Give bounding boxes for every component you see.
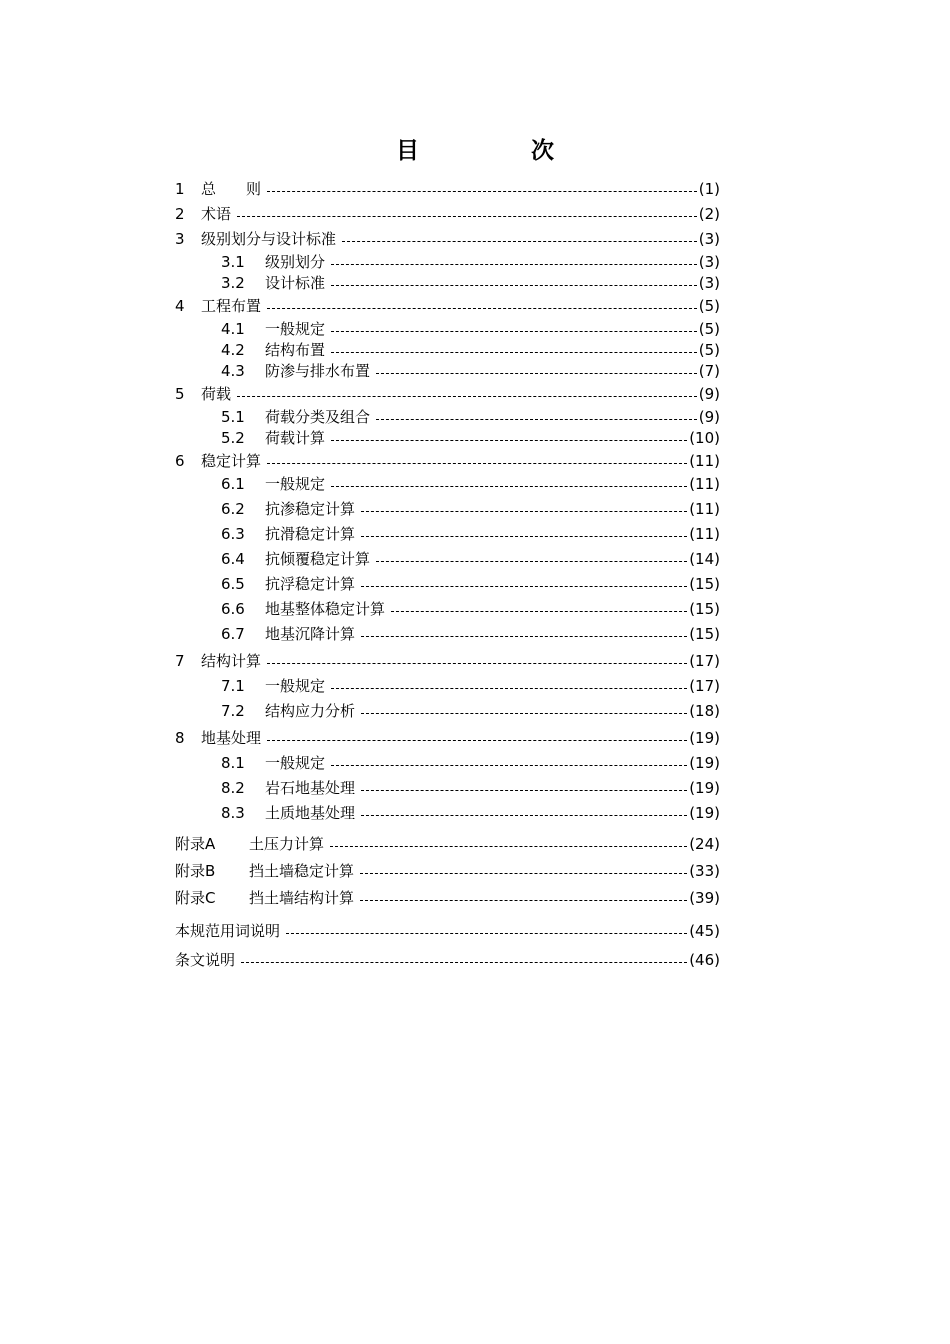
toc-entry-number: 附录B — [175, 862, 216, 880]
toc-leader-dots — [342, 233, 697, 247]
toc-entry-label: 一般规定 — [265, 754, 326, 772]
toc-entry-number: 3.1 — [221, 253, 245, 271]
toc-entry-label: 结构应力分析 — [265, 702, 356, 720]
toc-entry-number: 6.7 — [221, 625, 245, 643]
toc-entry-page: (24) — [689, 835, 720, 853]
toc-entry-number: 4.3 — [221, 362, 245, 380]
toc-entry-page: (11) — [689, 452, 720, 470]
toc-leader-dots — [267, 655, 687, 669]
toc-entry-page: (15) — [689, 625, 720, 643]
toc-entry-label: 结构计算 — [201, 652, 262, 670]
toc-leader-dots — [267, 455, 687, 469]
toc-entry-label: 抗倾覆稳定计算 — [265, 550, 371, 568]
toc-entry[interactable] — [175, 891, 720, 906]
toc-leader-dots — [360, 865, 687, 879]
toc-entry[interactable] — [175, 577, 720, 592]
toc-leader-dots — [237, 388, 697, 402]
toc-entry-number: 6.2 — [221, 500, 245, 518]
toc-leader-dots — [360, 892, 687, 906]
toc-entry-page: (19) — [689, 754, 720, 772]
toc-entry-label: 土质地基处理 — [265, 804, 356, 822]
page-title: 目 次 — [396, 137, 576, 164]
toc-entry-label: 结构布置 — [265, 341, 326, 359]
toc-entry-number: 8.1 — [221, 754, 245, 772]
toc-entry-page: (15) — [689, 600, 720, 618]
toc-entry-page: (9) — [698, 408, 720, 426]
toc-entry[interactable] — [175, 232, 720, 247]
toc-entry-number: 4 — [175, 297, 185, 315]
toc-entry[interactable] — [175, 864, 720, 879]
toc-entry-number: 7.1 — [221, 677, 245, 695]
toc-entry-number: 1 — [175, 180, 185, 198]
toc-entry-label: 级别划分 — [265, 253, 326, 271]
toc-entry[interactable] — [175, 731, 720, 746]
toc-entry-page: (39) — [689, 889, 720, 907]
toc-entry-label: 稳定计算 — [201, 452, 262, 470]
toc-entry-label: 荷载 — [201, 385, 232, 403]
toc-entry-label: 挡土墙稳定计算 — [249, 862, 355, 880]
toc-entry-page: (3) — [698, 230, 720, 248]
toc-entry-number: 6.6 — [221, 600, 245, 618]
toc-entry[interactable] — [175, 627, 720, 642]
toc-entry-label: 挡土墙结构计算 — [249, 889, 355, 907]
toc-entry-page: (2) — [698, 205, 720, 223]
toc-leader-dots — [267, 300, 697, 314]
toc-entry-number: 6.1 — [221, 475, 245, 493]
toc-entry[interactable] — [175, 343, 720, 358]
toc-entry-label: 抗渗稳定计算 — [265, 500, 356, 518]
toc-entry-label: 一般规定 — [265, 677, 326, 695]
toc-leader-dots — [361, 705, 687, 719]
toc-entry-label: 本规范用词说明 — [175, 922, 281, 940]
toc-leader-dots — [330, 838, 687, 852]
toc-leader-dots — [331, 478, 687, 492]
toc-entry-number: 附录A — [175, 835, 216, 853]
toc-entry[interactable] — [175, 207, 720, 222]
toc-leader-dots — [286, 925, 687, 939]
toc-entry-page: (17) — [689, 677, 720, 695]
toc-entry[interactable] — [175, 602, 720, 617]
toc-leader-dots — [267, 732, 687, 746]
toc-entry-page: (17) — [689, 652, 720, 670]
toc-entry[interactable] — [175, 477, 720, 492]
toc-entry-page: (18) — [689, 702, 720, 720]
toc-leader-dots — [267, 183, 697, 197]
toc-entry-label: 级别划分与设计标准 — [201, 230, 337, 248]
toc-entry-page: (33) — [689, 862, 720, 880]
toc-entry[interactable] — [175, 454, 720, 469]
toc-entry-number: 8.2 — [221, 779, 245, 797]
toc-entry-page: (3) — [698, 253, 720, 271]
toc-entry-label: 荷载计算 — [265, 429, 326, 447]
toc-entry-label: 地基处理 — [201, 729, 262, 747]
toc-entry-label: 地基整体稳定计算 — [265, 600, 386, 618]
toc-entry[interactable] — [175, 953, 720, 968]
toc-entry-label: 一般规定 — [265, 320, 326, 338]
toc-entry-number: 7 — [175, 652, 185, 670]
toc-entry[interactable] — [175, 781, 720, 796]
toc-entry-page: (14) — [689, 550, 720, 568]
toc-entry-number: 6.5 — [221, 575, 245, 593]
toc-entry[interactable] — [175, 552, 720, 567]
toc-entry-number: 5 — [175, 385, 185, 403]
toc-entry-page: (11) — [689, 475, 720, 493]
toc-entry-page: (11) — [689, 500, 720, 518]
toc-leader-dots — [361, 578, 687, 592]
toc-entry[interactable] — [175, 387, 720, 402]
toc-entry-page: (11) — [689, 525, 720, 543]
toc-leader-dots — [331, 256, 697, 270]
toc-entry-page: (19) — [689, 729, 720, 747]
toc-entry-number: 7.2 — [221, 702, 245, 720]
toc-entry-number: 6.3 — [221, 525, 245, 543]
toc-entry-number: 5.1 — [221, 408, 245, 426]
table-of-contents — [175, 182, 720, 968]
toc-entry-page: (1) — [698, 180, 720, 198]
toc-entry-label: 工程布置 — [201, 297, 262, 315]
toc-entry-page: (9) — [698, 385, 720, 403]
toc-entry-number: 4.2 — [221, 341, 245, 359]
toc-entry[interactable] — [175, 276, 720, 291]
toc-leader-dots — [361, 782, 687, 796]
toc-entry-label: 荷载分类及组合 — [265, 408, 371, 426]
toc-leader-dots — [361, 528, 687, 542]
toc-leader-dots — [376, 553, 687, 567]
toc-entry-number: 6 — [175, 452, 185, 470]
toc-entry[interactable] — [175, 679, 720, 694]
toc-entry-number: 5.2 — [221, 429, 245, 447]
toc-entry-label: 抗浮稳定计算 — [265, 575, 356, 593]
toc-entry[interactable] — [175, 255, 720, 270]
toc-entry[interactable] — [175, 704, 720, 719]
toc-entry[interactable] — [175, 806, 720, 821]
toc-entry-label: 地基沉降计算 — [265, 625, 356, 643]
toc-entry-page: (3) — [698, 274, 720, 292]
toc-leader-dots — [331, 432, 687, 446]
toc-entry-label: 术语 — [201, 205, 232, 223]
toc-entry-page: (5) — [698, 297, 720, 315]
toc-entry-label: 设计标准 — [265, 274, 326, 292]
toc-entry-page: (7) — [698, 362, 720, 380]
toc-entry-number: 2 — [175, 205, 185, 223]
toc-entry-label: 条文说明 — [175, 951, 236, 969]
toc-leader-dots — [376, 365, 697, 379]
toc-entry[interactable] — [175, 364, 720, 379]
toc-entry[interactable] — [175, 431, 720, 446]
toc-leader-dots — [361, 807, 687, 821]
toc-entry-number: 3 — [175, 230, 185, 248]
toc-entry[interactable] — [175, 322, 720, 337]
toc-entry-page: (19) — [689, 779, 720, 797]
toc-leader-dots — [241, 954, 687, 968]
toc-entry-number: 8 — [175, 729, 185, 747]
toc-leader-dots — [361, 628, 687, 642]
toc-entry-number: 6.4 — [221, 550, 245, 568]
toc-entry-label: 一般规定 — [265, 475, 326, 493]
toc-entry[interactable] — [175, 924, 720, 939]
toc-entry[interactable] — [175, 502, 720, 517]
toc-entry-page: (46) — [689, 951, 720, 969]
toc-entry-page: (10) — [689, 429, 720, 447]
toc-entry-number: 附录C — [175, 889, 216, 907]
toc-leader-dots — [331, 680, 687, 694]
toc-entry-label: 防渗与排水布置 — [265, 362, 371, 380]
toc-leader-dots — [331, 344, 697, 358]
toc-leader-dots — [361, 503, 687, 517]
toc-entry-page: (45) — [689, 922, 720, 940]
toc-leader-dots — [391, 603, 687, 617]
toc-entry-number: 4.1 — [221, 320, 245, 338]
toc-entry[interactable] — [175, 182, 720, 197]
toc-entry[interactable] — [175, 299, 720, 314]
toc-entry-page: (15) — [689, 575, 720, 593]
toc-entry[interactable] — [175, 527, 720, 542]
toc-entry[interactable] — [175, 756, 720, 771]
toc-entry-page: (19) — [689, 804, 720, 822]
toc-leader-dots — [237, 208, 697, 222]
toc-entry-number: 3.2 — [221, 274, 245, 292]
toc-entry-number: 8.3 — [221, 804, 245, 822]
toc-entry-label: 总 则 — [201, 180, 262, 198]
toc-leader-dots — [331, 757, 687, 771]
toc-entry-label: 抗滑稳定计算 — [265, 525, 356, 543]
toc-leader-dots — [376, 411, 697, 425]
toc-entry[interactable] — [175, 654, 720, 669]
toc-entry-label: 土压力计算 — [249, 835, 325, 853]
toc-entry-page: (5) — [698, 320, 720, 338]
toc-entry-label: 岩石地基处理 — [265, 779, 356, 797]
toc-entry-page: (5) — [698, 341, 720, 359]
toc-leader-dots — [331, 323, 697, 337]
toc-entry[interactable] — [175, 837, 720, 852]
toc-entry[interactable] — [175, 410, 720, 425]
toc-leader-dots — [331, 277, 697, 291]
